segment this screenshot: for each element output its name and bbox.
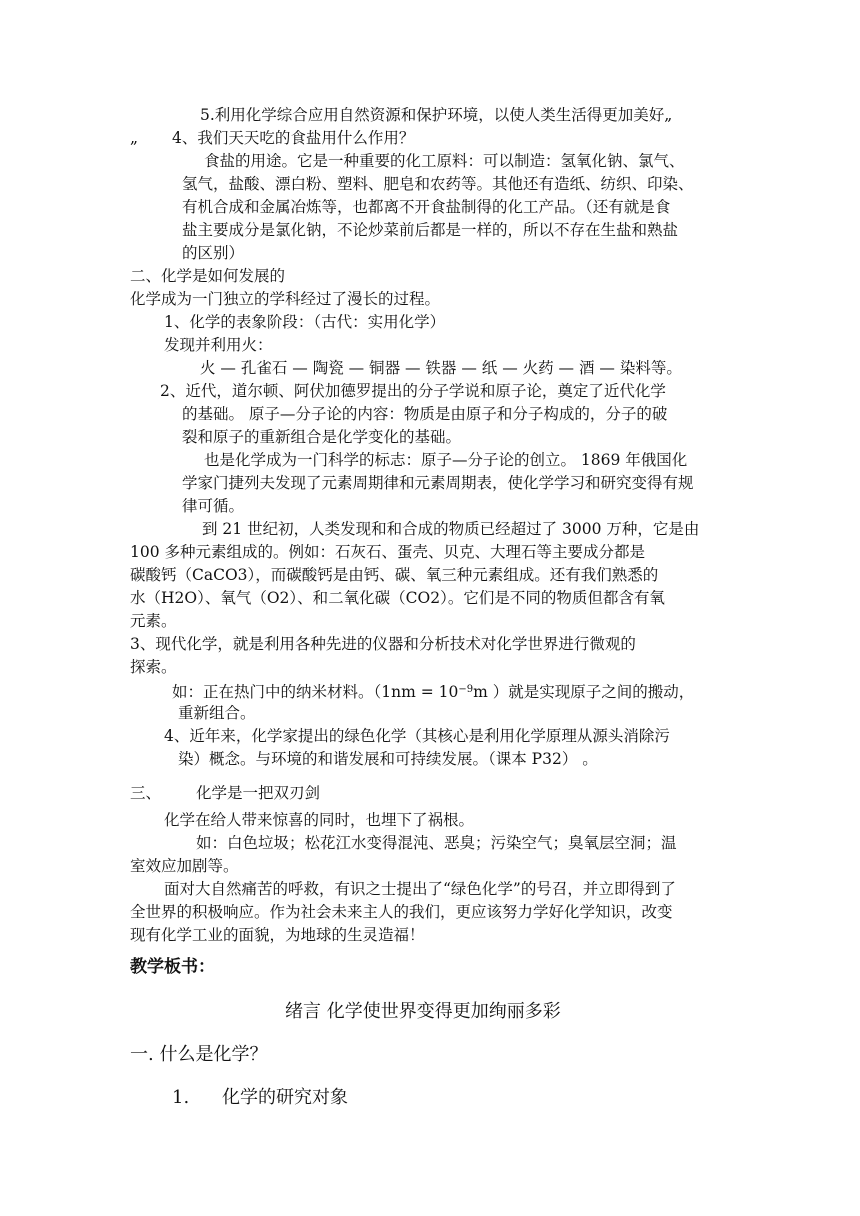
text-line: 火 — 孔雀石 — 陶瓷 — 铜器 — 铁器 — 纸 — 火药 — 酒 — 染料等。 bbox=[200, 359, 682, 377]
text-line: 化学成为一门独立的学科经过了漫长的过程。 bbox=[130, 290, 441, 308]
text-line: 室效应加剧等。 bbox=[130, 857, 239, 875]
text-line: 4、近年来，化学家提出的绿色化学（其核心是利用化学原理从源头消除污 bbox=[164, 727, 670, 745]
text-line: 发现并利用火： bbox=[164, 336, 273, 354]
text-line: 学家门捷列夫发现了元素周期律和元素周期表，使化学学习和研究变得有规 bbox=[182, 474, 694, 492]
text-line: 水（H2O）、氧气（O2）、和二氧化碳（CO2）。它们是不同的物质但都含有氧 bbox=[130, 589, 665, 607]
text-line: 面对大自然痛苦的呼救，有识之士提出了“绿色化学”的号召，并立即得到了 bbox=[164, 880, 676, 898]
text-line: 染）概念。与环境的和谐发展和可持续发展。（课本 P32） 。 bbox=[178, 750, 598, 768]
text-line: 3、现代化学，就是利用各种先进的仪器和分析技术对化学世界进行微观的 bbox=[130, 635, 636, 653]
text-line: 全世界的积极响应。作为社会未来主人的我们，更应该努力学好化学知识，改变 bbox=[130, 903, 673, 921]
section-heading: 化学是一把双刃剑 bbox=[196, 784, 321, 802]
board-item: 化学的研究对象 bbox=[222, 1087, 348, 1108]
exponent: −9 bbox=[458, 684, 474, 695]
text-line: 裂和原子的重新组合是化学变化的基础。 bbox=[182, 428, 462, 446]
text-line: 律可循。 bbox=[182, 497, 245, 515]
text-line: 4、我们天天吃的食盐用什么作用？ bbox=[172, 129, 415, 147]
text-line: 的基础。 原子—分子论的内容：物质是由原子和分子构成的，分子的破 bbox=[182, 405, 668, 423]
text-line: 食盐的用途。它是一种重要的化工原料：可以制造：氢氧化钠、氯气、 bbox=[204, 152, 685, 170]
text-line: 如：白色垃圾；松花江水变得混沌、恶臭；污染空气；臭氧层空洞；温 bbox=[196, 834, 677, 852]
text-line: 100 多种元素组成的。例如：石灰石、蛋壳、贝克、大理石等主要成分都是 bbox=[130, 543, 646, 561]
text-line: 的区别） bbox=[182, 244, 245, 262]
board-item-number: 1. bbox=[172, 1087, 190, 1108]
text-line: 氢气，盐酸、漂白粉、塑料、肥皂和农药等。其他还有造纸、纺织、印染、 bbox=[182, 175, 694, 193]
text-line bbox=[172, 679, 694, 703]
board-section: 一. 什么是化学？ bbox=[130, 1044, 268, 1065]
text-line: 化学在给人带来惊喜的同时，也埋下了祸根。 bbox=[164, 811, 475, 829]
text-line: 重新组合。 bbox=[178, 704, 256, 722]
text-line: 2、近代，道尔顿、阿伏加德罗提出的分子学说和原子论，奠定了近代化学 bbox=[160, 382, 666, 400]
text-segment: 如：正在热门中的纳米材料。（1nm = 10 bbox=[172, 683, 459, 701]
text-segment: m ）就是实现原子之间的搬动， bbox=[473, 683, 695, 701]
text-line: 碳酸钙（CaCO3），而碳酸钙是由钙、碳、氧三种元素组成。还有我们熟悉的 bbox=[130, 566, 659, 584]
text-line: 现有化学工业的面貌，为地球的生灵造福！ bbox=[130, 926, 425, 944]
text-line: 盐主要成分是氯化钠，不论炒菜前后都是一样的，所以不存在生盐和熟盐 bbox=[182, 221, 679, 239]
text-line: 探索。 bbox=[130, 658, 177, 676]
text-line: 1、化学的表象阶段：（古代：实用化学） bbox=[164, 313, 446, 331]
text-line: „ bbox=[130, 129, 139, 147]
text-line: 有机合成和金属冶炼等，也都离不开食盐制得的化工产品。（还有就是食 bbox=[182, 198, 671, 216]
board-title: 绪言 化学使世界变得更加绚丽多彩 bbox=[285, 1001, 561, 1022]
text-line: 也是化学成为一门科学的标志：原子—分子论的创立。 1869 年俄国化 bbox=[204, 451, 688, 469]
board-heading: 教学板书： bbox=[130, 957, 215, 977]
text-line: 5.利用化学综合应用自然资源和保护环境，以使人类生活得更加美好„ bbox=[200, 106, 673, 124]
text-line: 到 21 世纪初，人类发现和和合成的物质已经超过了 3000 万种，它是由 bbox=[202, 520, 700, 538]
section-number: 三、 bbox=[130, 784, 162, 802]
text-line: 元素。 bbox=[130, 612, 177, 630]
section-heading: 二、化学是如何发展的 bbox=[130, 267, 286, 285]
